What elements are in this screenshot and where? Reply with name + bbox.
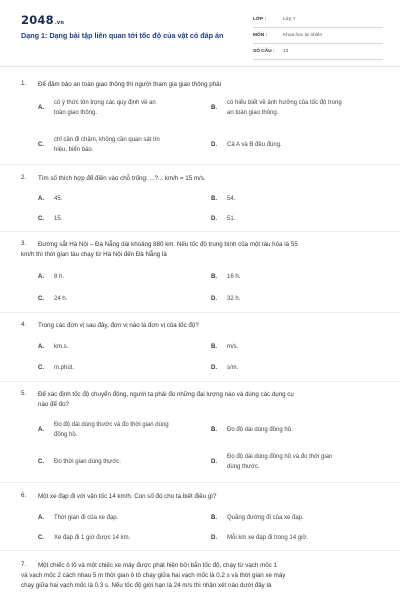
meta-label: LỚP : [253, 17, 267, 22]
option-text: chỉ cần đi chậm, không cần quan sát tín [54, 137, 160, 143]
question-text: Để đảm bảo an toàn giao thông thì người tham gia giao thông phải [38, 81, 221, 88]
option-text: Đo thời gian dùng thước. [54, 459, 121, 465]
logo-suffix: .vn [54, 20, 65, 26]
question-divider [0, 312, 400, 313]
question-text-line2: nào để đo? [38, 401, 69, 408]
option-text: 16 h. [227, 274, 241, 280]
option-letter: A. [38, 515, 44, 521]
option-text: Đo độ dài dùng thước và đo thời gian dùng [54, 422, 169, 428]
question-text-line2: và vạch mốc 2 cách nhau 5 m thời gian ô tô chạy giữa hai vạch mốc là 0,2 s và thời gian xe máy [21, 572, 286, 579]
option-letter: A. [38, 196, 44, 202]
option-letter: D. [211, 365, 217, 371]
question-text: Tìm số thích hợp để điền vào chỗ trống: ...?... km/h = 15 m/s. [38, 175, 206, 182]
option-text: 15. [54, 216, 63, 222]
option-letter: B. [211, 274, 217, 280]
option-text-line2: dùng thước. [227, 464, 260, 470]
option-letter: B. [211, 105, 217, 111]
question-text: Một chiếc ô tô và một chiếc xe máy được phát hiện bởi bắn tốc độ, chạy từ vạch mốc 1 [38, 562, 277, 569]
option-letter: B. [211, 427, 217, 433]
option-text-line2: đồng hồ. [54, 432, 78, 438]
option-letter: B. [211, 196, 217, 202]
meta-value: 13 [283, 49, 289, 54]
header-divider [0, 66, 400, 67]
option-text: s/m. [227, 365, 239, 371]
question-divider [0, 164, 400, 165]
question-number: 4. [21, 321, 27, 328]
option-text: Đo độ dài dùng đồng hồ. [227, 427, 293, 433]
option-letter: D. [211, 459, 217, 465]
header [0, 0, 400, 62]
option-text: Cả A và B đều đúng. [227, 142, 282, 148]
option-letter: C. [38, 216, 44, 222]
meta-label: SỐ CÂU : [253, 49, 275, 54]
option-letter: C. [38, 535, 44, 541]
option-letter: C. [38, 296, 44, 302]
option-letter: C. [38, 142, 44, 148]
option-text-line2: toàn giao thông. [54, 110, 98, 116]
option-text-line2: an toàn giao thông. [227, 110, 279, 116]
option-letter: D. [211, 535, 217, 541]
question-number: 2. [21, 174, 27, 181]
question-divider [0, 550, 400, 551]
option-letter: A. [38, 105, 44, 111]
option-letter: A. [38, 344, 44, 350]
question-number: 3. [21, 240, 27, 247]
question-text: Để xác định tốc độ chuyển động, người ta phải đo những đại lượng nào và dùng các dụng cụ [38, 391, 294, 398]
question-divider [0, 231, 400, 232]
meta-label: MÔN : [253, 33, 268, 38]
question-text: Một xe đạp đi với vận tốc 14 km/h. Con số đó cho ta biết điều gì? [38, 493, 217, 500]
option-text: 45. [54, 196, 63, 202]
option-text: 51. [227, 216, 236, 222]
option-text: 54. [227, 196, 236, 202]
question-number: 5. [21, 390, 27, 397]
question-number: 7. [21, 561, 27, 568]
document-title: Dạng 1: Dạng bài tập liên quan tới tốc độ của vật có đáp án [21, 31, 224, 40]
question-divider [0, 482, 400, 483]
question-number: 6. [21, 492, 27, 499]
option-letter: D. [211, 216, 217, 222]
question-divider [0, 381, 400, 382]
site-logo[interactable] [21, 13, 64, 27]
option-text: có ý thức tôn trọng các quy định về an [54, 100, 156, 106]
question-text: Trong các đơn vị sau đây, đơn vị nào là đơn vị của tốc độ? [38, 322, 199, 329]
question-number: 1. [21, 80, 27, 87]
option-letter: D. [211, 142, 217, 148]
meta-row-subject [253, 31, 383, 44]
option-text: m.phút. [54, 365, 75, 371]
option-text-line2: hiệu, biển báo. [54, 147, 94, 153]
option-text: Mỗi km xe đạp đi trong 14 giờ. [227, 535, 308, 541]
question-text-line2: km/h thì thời gian tàu chạy từ Hà Nội đến Đà Nẵng là [21, 251, 167, 258]
logo-text: 2048 [21, 13, 54, 27]
option-text: 8 h. [54, 274, 65, 280]
option-text: Xe đạp đi 1 giờ được 14 km. [54, 535, 131, 541]
option-text: Thời gian đi của xe đạp. [54, 515, 119, 521]
option-text: m/s. [227, 344, 239, 350]
meta-value: Khoa học tự nhiên [283, 33, 323, 38]
option-letter: A. [38, 274, 44, 280]
question-text: Đường sắt Hà Nội – Đà Nẵng dài khoảng 880 km. Nếu tốc độ trung bình của một tàu hỏa là 55 [38, 241, 298, 248]
option-text: km.s. [54, 344, 69, 350]
question-text-line3: chạy giữa hai vạch mốc là 0,3 s. Nếu tốc độ giới hạn là 24 m/s thì nhận xét nào dưới đây là [21, 582, 272, 589]
option-letter: A. [38, 427, 44, 433]
option-letter: B. [211, 344, 217, 350]
option-text: 24 h. [54, 296, 68, 302]
meta-value: Lớp 7 [283, 17, 296, 22]
option-text: Đo độ dài dùng đồng hồ và đo thời gian [227, 454, 333, 460]
meta-row-class [253, 15, 383, 28]
option-letter: C. [38, 365, 44, 371]
option-text: Quãng đường đi của xe đạp. [227, 515, 304, 521]
option-letter: C. [38, 459, 44, 465]
option-letter: B. [211, 515, 217, 521]
option-letter: D. [211, 296, 217, 302]
option-text: có hiểu biết về ảnh hưởng của tốc độ trong [227, 100, 342, 106]
option-text: 32 h. [227, 296, 241, 302]
meta-info [253, 15, 383, 63]
meta-row-count [253, 47, 383, 60]
